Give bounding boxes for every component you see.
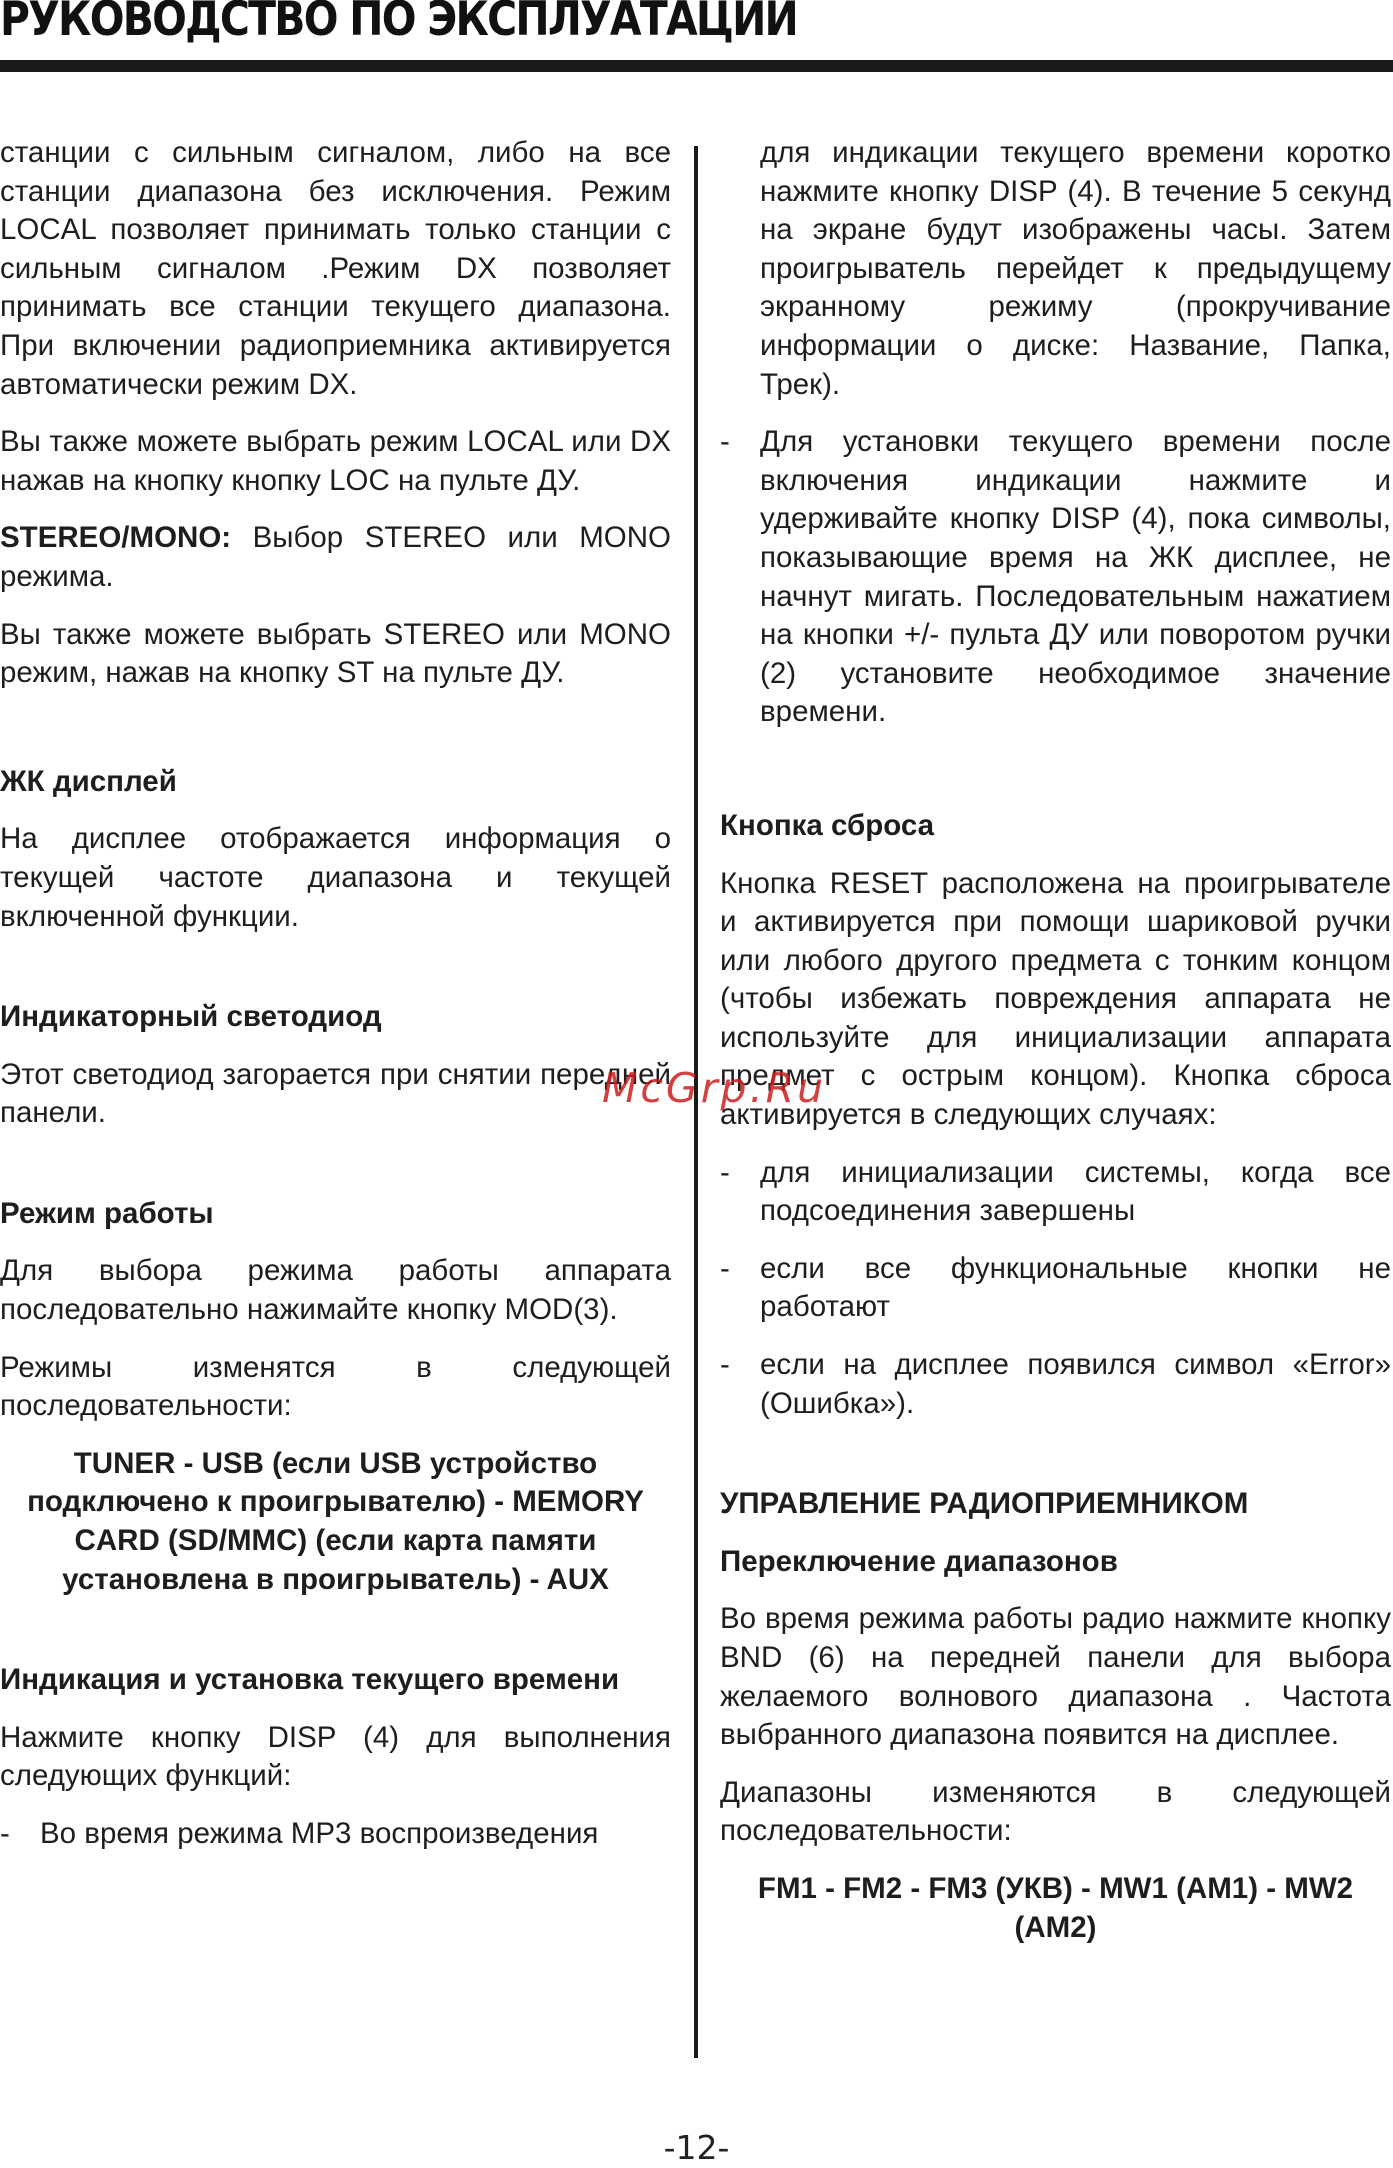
band-heading: Переключение диапазонов	[720, 1544, 1118, 1578]
watermark: McGrp.Ru	[602, 1064, 827, 1112]
dash-marker: -	[720, 1251, 730, 1285]
band-paragraph-2: Диапазоны изменяются в следующей последовательности:	[720, 1775, 1391, 1848]
dash-marker: -	[720, 1155, 730, 1189]
reset-heading: Кнопка сброса	[720, 808, 935, 842]
time-heading: Индикация и установка текущего времени	[0, 1663, 620, 1697]
list-item-text: для инициализации системы, когда все подсоединения завершены	[760, 1155, 1391, 1228]
page-title: РУКОВОДСТВО ПО ЭКСПЛУАТАЦИИ	[0, 0, 798, 47]
lcd-heading: ЖК дисплей	[0, 764, 177, 798]
list-item	[720, 1154, 1391, 1231]
dash-marker: -	[720, 1348, 730, 1382]
list-item-text: Для установки текущего времени после включения индикации нажмите и удерживайте кнопку DISP (4), пока символы, показывающие время на ЖК дисплее, не начнут мигать. Последовательным нажатием на кнопки +/- пульта ДУ или поворотом ручки (2) установите необходимое значение времени.	[760, 425, 1391, 729]
list-item-text: Во время режима MP3 воспроизведения	[40, 1817, 599, 1850]
header-rule	[0, 60, 1393, 72]
reset-paragraph: Кнопка RESET расположена на проигрывателе и активируется при помощи шариковой ручки или любого другого предмета с тонким концом (чтобы избежать повреждения аппарата не используйте для инициализации аппарата предмет с острым концом). Кнопка сброса активируется в следующих случаях:	[720, 866, 1391, 1132]
led-heading: Индикаторный светодиод	[0, 1000, 382, 1034]
stereo-remote-paragraph: Вы также можете выбрать STEREO или MONO режим, нажав на кнопку ST на пульте ДУ.	[0, 617, 671, 690]
radio-mode-paragraph: станции с сильным сигналом, либо на все станции диапазона без исключения. Режим LOCAL позволяет принимать только станции с сильным сигналом .Режим DX позволяет принимать все станции текущего диапазона. При включении радиоприемника активируется автоматически режим DX.	[0, 136, 671, 401]
led-paragraph: Этот светодиод загорается при снятии передней панели.	[0, 1057, 671, 1130]
mode-paragraph-1: Для выбора режима работы аппарата последовательно нажимайте кнопку MOD(3).	[0, 1254, 671, 1327]
stereo-mono-label: STEREO/MONO:	[0, 521, 232, 555]
list-item-continuation	[720, 134, 1391, 404]
lcd-paragraph: На дисплее отображается информация о текущей частоте диапазона и текущей включенной функции.	[0, 822, 671, 933]
dash-marker: -	[720, 425, 730, 459]
stereo-mono-paragraph	[0, 519, 671, 596]
mode-heading: Режим работы	[0, 1196, 214, 1230]
local-dx-paragraph: Вы также можете выбрать режим LOCAL или DX нажав на кнопку кнопку LOC на пульте ДУ.	[0, 425, 671, 497]
left-column	[0, 134, 671, 1873]
list-item-text: если на дисплее появился символ «Error» (Ошибка»).	[760, 1348, 1391, 1420]
page-number: -12-	[663, 2128, 730, 2167]
list-item-text: для индикации текущего времени коротко нажмите кнопку DISP (4). В течение 5 секунд на экране будут изображены часы. Затем проигрыватель перейдет к предыдущему экранному режиму (прокручивание информации о диске: Название, Папка, Трек).	[760, 136, 1391, 401]
list-item	[720, 423, 1391, 732]
list-item-text: если все функциональные кнопки не работают	[760, 1251, 1391, 1324]
band-paragraph-1: Во время режима работы радио нажмите кнопку BND (6) на передней панели для выбора желаемого волнового диапазона . Частота выбранного диапазона появится на дисплее.	[720, 1602, 1391, 1752]
dash-marker: -	[0, 1817, 10, 1850]
mode-paragraph-2: Режимы изменятся в следующей последовательности:	[0, 1350, 671, 1423]
stereo-mono-text: Выбор STEREO или MONO режима.	[0, 521, 671, 593]
right-column	[720, 134, 1391, 1966]
list-item	[0, 1815, 671, 1854]
time-paragraph: Нажмите кнопку DISP (4) для выполнения следующих функций:	[0, 1720, 671, 1793]
mode-sequence: TUNER - USB (если USB устройство подключено к проигрывателю) - MEMORY CARD (SD/MMC) (если карта памяти установлена в проигрыватель) - AUX	[27, 1446, 644, 1596]
list-item	[720, 1250, 1391, 1327]
radio-heading: УПРАВЛЕНИЕ РАДИОПРИЕМНИКОМ	[720, 1487, 1249, 1521]
list-item	[720, 1346, 1391, 1423]
band-sequence: FM1 - FM2 - FM3 (УКВ) - MW1 (АМ1) - MW2 (АМ2)	[757, 1871, 1354, 1944]
